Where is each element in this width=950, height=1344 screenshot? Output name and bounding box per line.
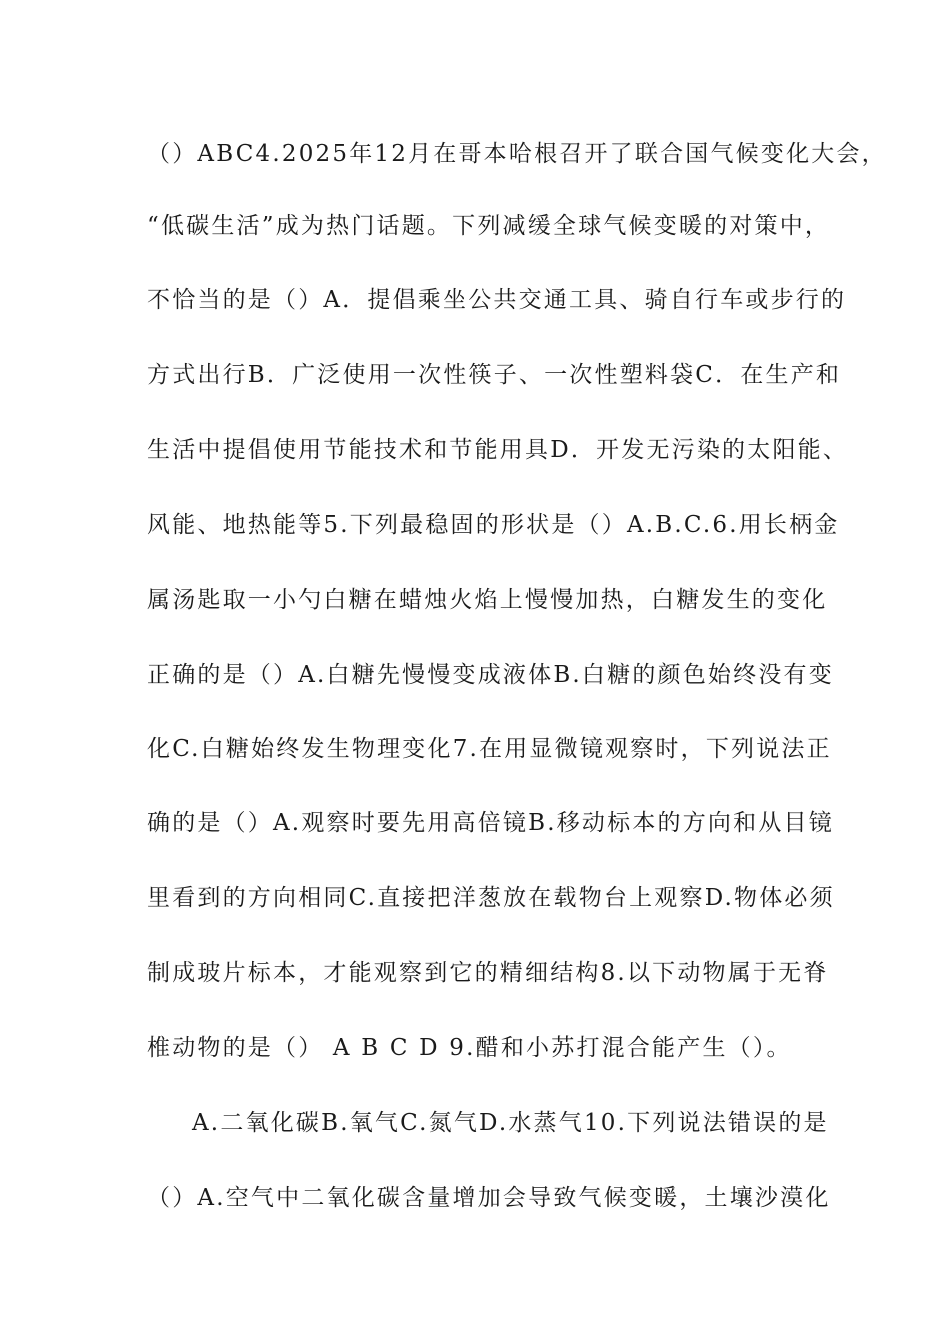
text-line: 风能、地热能等5.下列最稳固的形状是（）A.B.C.6.用长柄金 — [147, 512, 840, 538]
text-line: 里看到的方向相同C.直接把洋葱放在载物台上观察D.物体必须 — [147, 885, 835, 911]
text-line: 确的是（）A.观察时要先用高倍镜B.移动标本的方向和从目镜 — [147, 810, 834, 836]
text-line: 属汤匙取一小勺白糖在蜡烛火焰上慢慢加热，白糖发生的变化 — [147, 587, 828, 613]
text-line: （）ABC4.2025年12月在哥本哈根召开了联合国气候变化大会， — [147, 141, 887, 167]
text-line: （）A.空气中二氧化碳含量增加会导致气候变暖，土壤沙漠化 — [147, 1185, 831, 1211]
text-line: 方式出行B．广泛使用一次性筷子、一次性塑料袋C．在生产和 — [147, 362, 842, 388]
text-line: 正确的是（）A.白糖先慢慢变成液体B.白糖的颜色始终没有变 — [147, 662, 834, 688]
text-line: 不恰当的是（）A．提倡乘坐公共交通工具、骑自行车或步行的 — [147, 287, 847, 313]
text-line: “低碳生活”成为热门话题。下列减缓全球气候变暖的对策中， — [147, 213, 831, 239]
text-line: 制成玻片标本，才能观察到它的精细结构8.以下动物属于无脊 — [147, 960, 829, 986]
text-line: 化C.白糖始终发生物理变化7.在用显微镜观察时，下列说法正 — [147, 736, 832, 762]
text-line: A.二氧化碳B.氧气C.氮气D.水蒸气10.下列说法错误的是 — [192, 1110, 829, 1136]
text-line: 椎动物的是（） A B C D 9.醋和小苏打混合能产生（）。 — [147, 1035, 792, 1061]
text-line: 生活中提倡使用节能技术和节能用具D．开发无污染的太阳能、 — [147, 437, 849, 463]
